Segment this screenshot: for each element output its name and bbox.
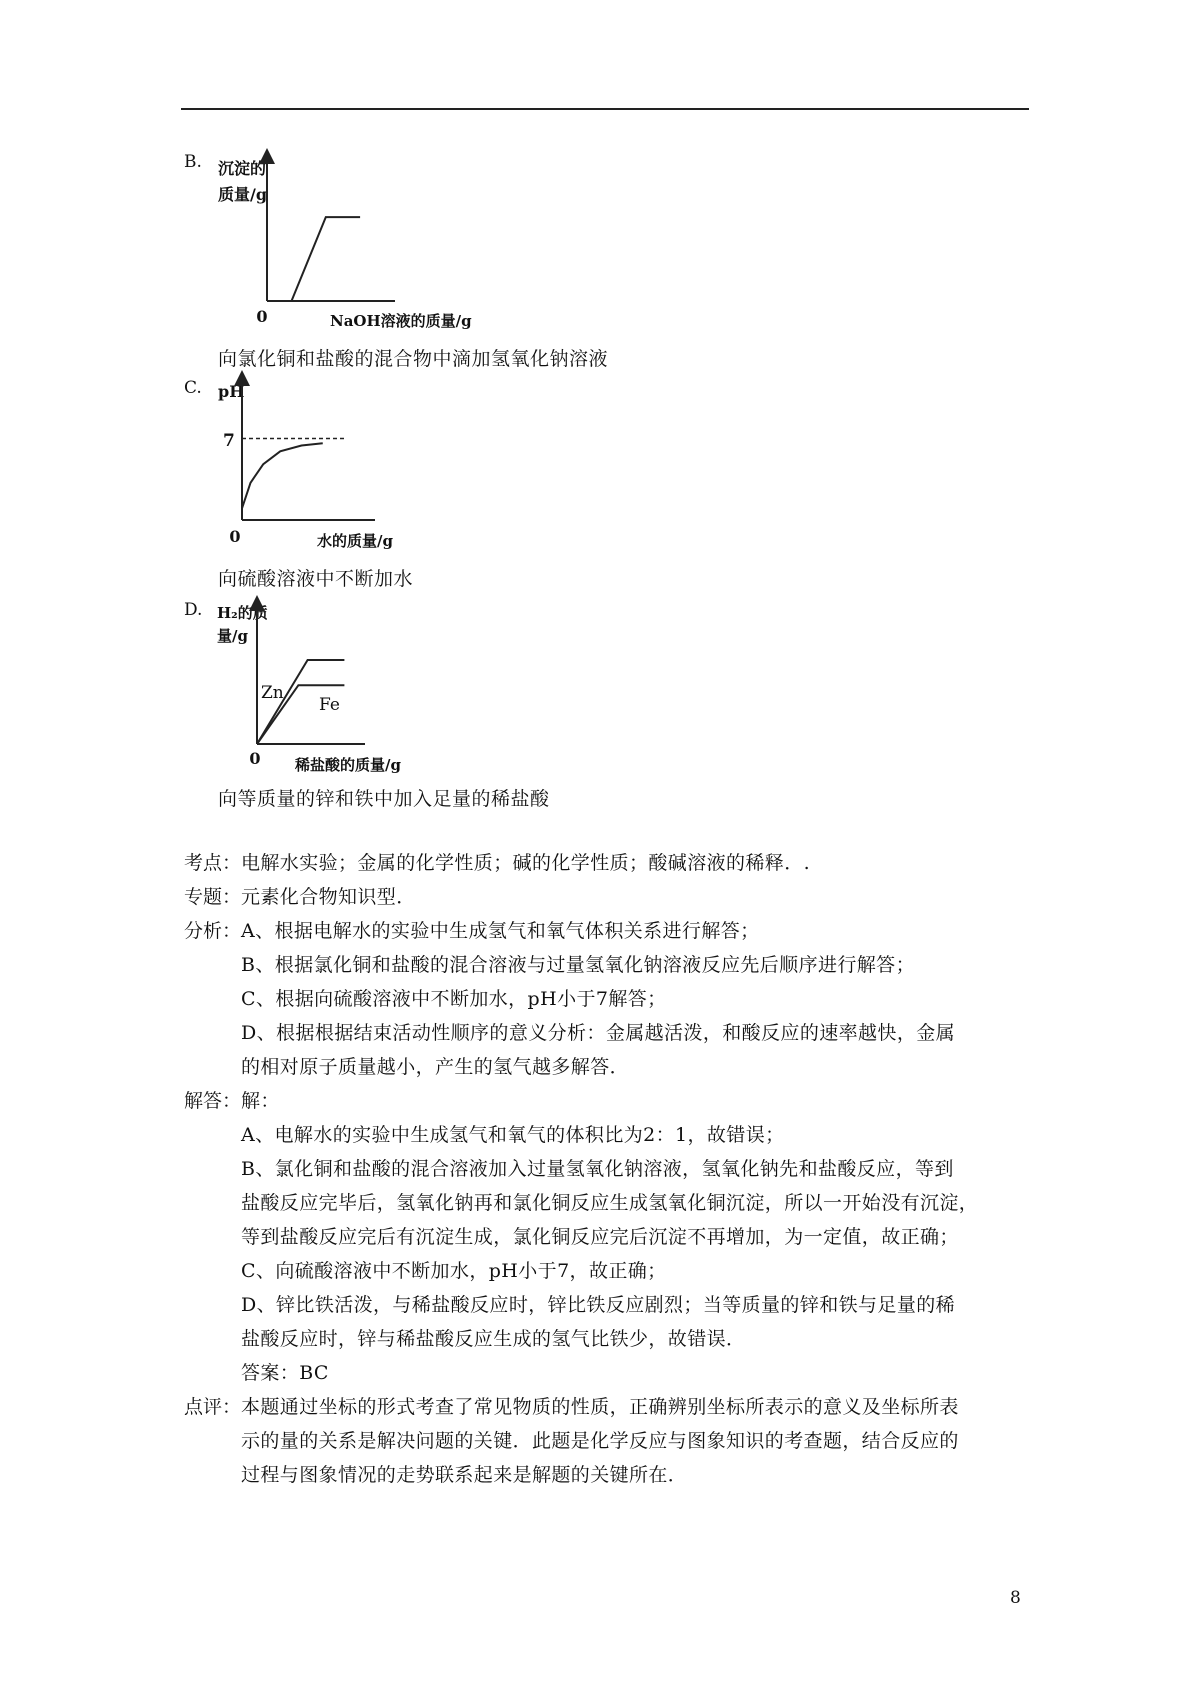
dianping-label: 点评：: [184, 1396, 242, 1418]
kaodian-label: 考点：: [184, 852, 242, 874]
jieda-line: 盐酸反应完毕后，氢氧化钠再和氯化铜反应生成氢氧化铜沉淀，所以一开始没有沉淀，: [241, 1192, 979, 1214]
fenxi-line: A、根据电解水的实验中生成氢气和氧气体积关系进行解答；: [241, 920, 760, 942]
chart-c-series-line: [242, 443, 323, 508]
option-c-letter: C.: [184, 378, 202, 398]
jieda-line: C、向硫酸溶液中不断加水，pH小于7，故正确；: [241, 1260, 667, 1282]
chart-c: [215, 372, 405, 552]
chart-d-series-label-zn: Zn: [261, 683, 284, 703]
chart-b-xlabel: NaOH溶液的质量/g: [330, 312, 472, 330]
dianping-line: 过程与图象情况的走势联系起来是解题的关键所在．: [241, 1464, 688, 1486]
chart-b: [215, 150, 472, 335]
zhuanti-text: 元素化合物知识型．: [241, 886, 416, 908]
jieda-label: 解答：: [184, 1090, 242, 1112]
header-rule: [181, 108, 1029, 110]
chart-b-series-line: [267, 217, 360, 301]
option-b-caption: 向氯化铜和盐酸的混合物中滴加氢氧化钠溶液: [218, 348, 609, 370]
chart-c-tick-7: 7: [223, 431, 235, 451]
fenxi-line: 的相对原子质量越小，产生的氢气越多解答．: [241, 1056, 630, 1078]
option-c-caption: 向硫酸溶液中不断加水: [218, 568, 414, 590]
fenxi-line: B、根据氯化铜和盐酸的混合溶液与过量氢氧化钠溶液反应先后顺序进行解答；: [241, 954, 915, 976]
option-d-caption: 向等质量的锌和铁中加入足量的稀盐酸: [218, 788, 550, 810]
kaodian-text: 电解水实验；金属的化学性质；碱的化学性质；酸碱溶液的稀释．.: [241, 852, 811, 874]
fenxi-line: D、根据根据结束活动性顺序的意义分析：金属越活泼，和酸反应的速率越快，金属: [241, 1022, 956, 1044]
fenxi-label: 分析：: [184, 920, 242, 942]
dianping-line: 示的量的关系是解决问题的关键．此题是化学反应与图象知识的考查题，结合反应的: [241, 1430, 959, 1452]
jieda-line: 盐酸反应时，锌与稀盐酸反应生成的氢气比铁少，故错误．: [241, 1328, 746, 1350]
chart-c-xlabel: 水的质量/g: [317, 532, 393, 550]
jieda-line: 等到盐酸反应完后有沉淀生成，氯化铜反应完后沉淀不再增加，为一定值，故正确；: [241, 1226, 959, 1248]
chart-d-xlabel: 稀盐酸的质量/g: [295, 756, 401, 774]
page-number: 8: [1010, 1588, 1021, 1608]
jieda-first: 解：: [241, 1090, 280, 1112]
option-d-letter: D.: [184, 600, 203, 620]
dianping-line: 本题通过坐标的形式考查了常见物质的性质，正确辨别坐标所表示的意义及坐标所表: [241, 1396, 959, 1418]
chart-c-ylabel: pH: [218, 382, 245, 401]
chart-d-origin: 0: [249, 749, 261, 768]
chart-b-ylabel-1: 沉淀的: [218, 159, 267, 178]
jieda-line: D、锌比铁活泼，与稀盐酸反应时，锌比铁反应剧烈；当等质量的锌和铁与足量的稀: [241, 1294, 956, 1316]
jieda-line: A、电解水的实验中生成氢气和氧气的体积比为2：1，故错误；: [241, 1124, 785, 1146]
jieda-line: B、氯化铜和盐酸的混合溶液加入过量氢氧化钠溶液，氢氧化钠先和盐酸反应，等到: [241, 1158, 954, 1180]
chart-b-ylabel-2: 质量/g: [218, 185, 268, 204]
fenxi-line: C、根据向硫酸溶液中不断加水，pH小于7解答；: [241, 988, 667, 1010]
zhuanti-label: 专题：: [184, 886, 242, 908]
chart-d-ylabel-1: H₂的质: [217, 604, 268, 622]
chart-c-origin: 0: [229, 527, 241, 546]
chart-d-series-label-fe: Fe: [319, 695, 340, 715]
chart-d-ylabel-2: 量/g: [217, 627, 248, 645]
jieda-answer: 答案：BC: [241, 1362, 329, 1384]
chart-b-origin: 0: [256, 307, 268, 326]
option-b-letter: B.: [184, 152, 202, 172]
chart-d: [215, 598, 430, 778]
